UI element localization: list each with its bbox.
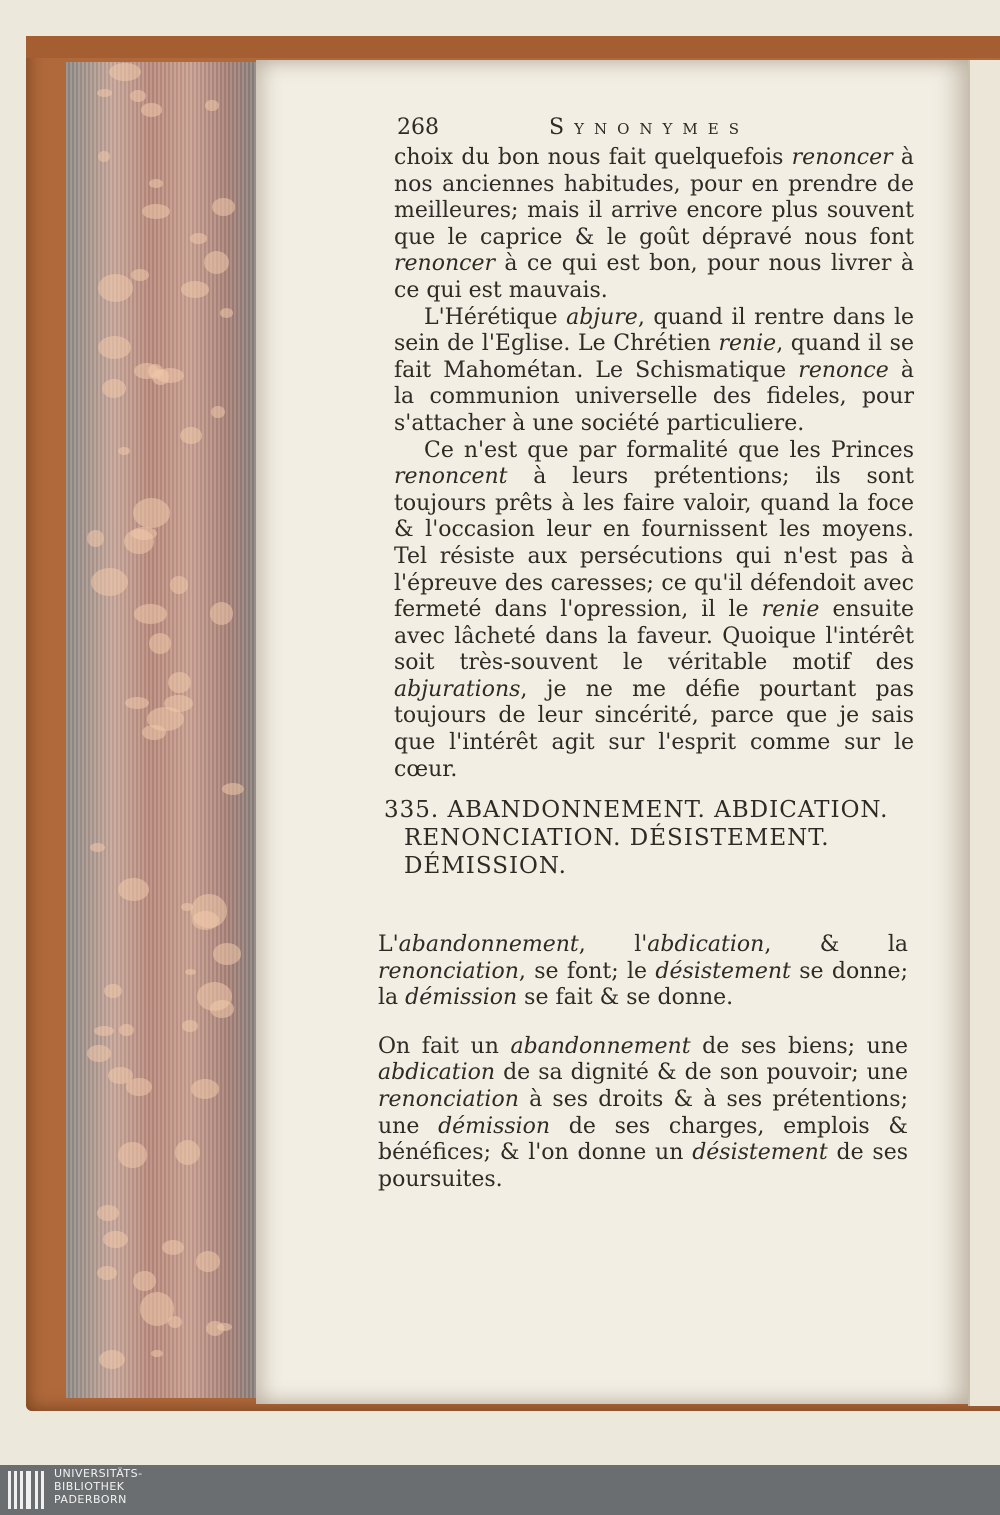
marbling-spot	[149, 633, 171, 653]
marbling-spot	[213, 943, 242, 964]
marbling-spot	[142, 204, 169, 219]
text-run: se fait & se donne.	[517, 985, 734, 1011]
paragraph	[394, 305, 914, 438]
italic-term: abdication	[378, 1060, 496, 1086]
italic-term: renie	[761, 597, 820, 623]
marbling-spot	[190, 233, 207, 244]
italic-term: renonce	[798, 357, 889, 383]
marbling-spot	[87, 530, 104, 547]
marbling-spot	[170, 576, 189, 594]
italic-term: renie	[718, 331, 777, 357]
marbling-spot	[149, 179, 163, 187]
text-run: de ses biens; une	[690, 1033, 908, 1059]
paragraph	[378, 1034, 908, 1194]
section-title-line3: DÉMISSION.	[404, 853, 567, 879]
marbling-spot	[141, 103, 162, 116]
marbling-spot	[97, 1205, 119, 1222]
marbling-spot	[90, 843, 105, 853]
marbling-spot	[162, 1240, 184, 1255]
marbling-spot	[87, 1045, 110, 1062]
library-logo-text	[54, 1467, 143, 1506]
marbling-spot	[180, 427, 202, 444]
section-heading	[384, 796, 924, 880]
marbling-spot	[118, 1142, 146, 1169]
marbled-page-edge	[66, 62, 258, 1398]
marbling-spot	[142, 725, 166, 740]
marbling-spot	[204, 251, 229, 274]
marbling-spot	[134, 604, 167, 624]
marbling-spot	[133, 498, 170, 528]
italic-term: démission	[438, 1113, 551, 1139]
marbling-spot	[206, 1321, 224, 1337]
library-logo-icon	[8, 1471, 48, 1509]
text-run: , & la	[764, 932, 908, 957]
marbling-spot	[97, 1266, 117, 1279]
paragraph	[378, 932, 908, 1012]
marbling-spot	[197, 982, 233, 1011]
italic-term: abjurations	[394, 676, 521, 702]
section-title-line1: ABANDONNEMENT. ABDICATION.	[447, 797, 889, 823]
text-run: de ses charges, emplois & bénéfices; & l'on donne un	[378, 1113, 908, 1166]
marbling-spot	[98, 274, 133, 301]
marbling-spot	[168, 1316, 182, 1328]
marbling-spot	[94, 1026, 113, 1036]
marbling-spot	[222, 783, 244, 795]
marbling-spot	[108, 1067, 133, 1084]
text-run: On fait un	[378, 1033, 511, 1059]
italic-term: renonciation	[378, 1086, 519, 1112]
marbling-spot	[104, 984, 122, 998]
text-run: , se font; le	[518, 958, 656, 984]
marbling-spot	[191, 894, 227, 927]
running-title: Synonymes	[549, 115, 750, 140]
italic-term: désistement	[692, 1140, 828, 1166]
marbling-spot	[182, 1020, 198, 1031]
marbling-spot	[131, 269, 149, 281]
text-run: à leurs prétentions; ils sont toujours prêts à les faire valoir, quand la foce & l'occasion leur en fournissent les moyens. Tel résiste aux persécutions qui n'est pas à l'épreuve des caresses; ce qu'il défendoit avec fermeté dans l'opression, il le	[394, 464, 914, 623]
body-text-bottom	[378, 910, 908, 1215]
italic-term: renoncer	[394, 251, 495, 277]
book-cover-top-edge	[26, 36, 1000, 58]
marbling-spot	[212, 198, 235, 216]
italic-term: abandonnement	[398, 932, 579, 957]
section-number: 335.	[384, 797, 440, 823]
library-logo-line3: PADERBORN	[54, 1493, 127, 1506]
facing-page-edge	[968, 60, 1000, 1406]
marbling-spot	[211, 406, 225, 418]
italic-term: renoncent	[394, 464, 508, 490]
marbling-spot	[210, 602, 233, 624]
text-run: L'	[378, 932, 399, 957]
page-number: 268	[397, 115, 439, 140]
italic-term: abandonnement	[510, 1033, 691, 1059]
italic-term: démission	[405, 985, 518, 1011]
marbling-spot	[103, 1231, 128, 1249]
marbling-spot	[205, 100, 219, 112]
marbling-spot	[220, 308, 233, 318]
text-run: , quand il se fait Mahométan. Le Schismatique	[394, 331, 914, 383]
text-run: se donne; la	[378, 958, 908, 1011]
marbling-spot	[119, 1024, 134, 1037]
marbling-spot	[130, 90, 146, 102]
text-run: de sa dignité & de son pouvoir; une	[495, 1060, 908, 1086]
marbling-spot	[124, 529, 154, 554]
marbling-spot	[168, 672, 191, 693]
section-title-line2: RENONCIATION. DÉSISTEMENT.	[404, 825, 830, 851]
text-run: Ce n'est que par formalité que les Princes	[424, 437, 914, 463]
marbling-spot	[133, 1271, 156, 1291]
marbling-spot	[181, 281, 209, 297]
marbling-spot	[151, 1350, 162, 1358]
library-logo-line2: BIBLIOTHEK	[54, 1480, 125, 1493]
text-run: , je ne me défie pourtant pas toujours de leur sincérité, parce que je sais que l'intérêt agit sur l'esprit comme sur le cœur.	[394, 676, 914, 782]
marbling-spot	[125, 697, 149, 710]
text-run: , quand il rentre dans le sein de l'Eglise. Le Chrétien	[394, 304, 914, 357]
text-run: de ses poursuites.	[378, 1140, 908, 1192]
marbling-spot	[175, 1140, 200, 1165]
italic-term: abdication	[647, 932, 765, 957]
text-run: L'Hérétique	[424, 304, 567, 330]
marbling-spot	[102, 379, 126, 398]
marbling-spot	[185, 969, 196, 975]
body-text-top	[394, 145, 914, 783]
italic-term: abjure	[566, 304, 638, 330]
text-run: à ce qui est bon, pour nous livrer à ce qui est mauvais.	[394, 251, 914, 303]
marbling-spot	[91, 568, 128, 596]
marbling-spot	[98, 336, 130, 359]
paragraph	[394, 145, 914, 305]
marbling-spot	[191, 1079, 219, 1099]
marbling-spot	[98, 151, 110, 162]
text-run: choix du bon nous fait quelquefois	[394, 145, 792, 170]
library-footer-bar	[0, 1465, 1000, 1515]
marbling-spot	[196, 1251, 220, 1271]
marbling-spot	[99, 1350, 125, 1369]
italic-term: désistement	[655, 958, 791, 984]
text-run: ensuite avec lâcheté dans la faveur. Quoique l'intérêt soit très-souvent le véritable motif des	[394, 597, 914, 676]
marbling-spot	[109, 63, 141, 81]
marbling-spot	[97, 89, 112, 97]
text-run: , l'	[578, 932, 648, 957]
italic-term: renoncer	[791, 145, 893, 170]
library-logo-line1: UNIVERSITÄTS-	[54, 1467, 143, 1480]
marbling-spot	[118, 878, 149, 901]
italic-term: renonciation	[378, 958, 519, 984]
text-run: à ses droits & à ses prétentions; une	[378, 1086, 908, 1139]
text-run: à nos anciennes habitudes, pour en prendre de meilleures; mais il arrive encore plus souvent que le caprice & le goût dépravé nous font	[394, 145, 914, 250]
paragraph	[394, 438, 914, 784]
text-run: à la communion universelle des fideles, pour s'attacher à une société particuliere.	[394, 357, 914, 436]
marbling-spot	[118, 447, 130, 455]
